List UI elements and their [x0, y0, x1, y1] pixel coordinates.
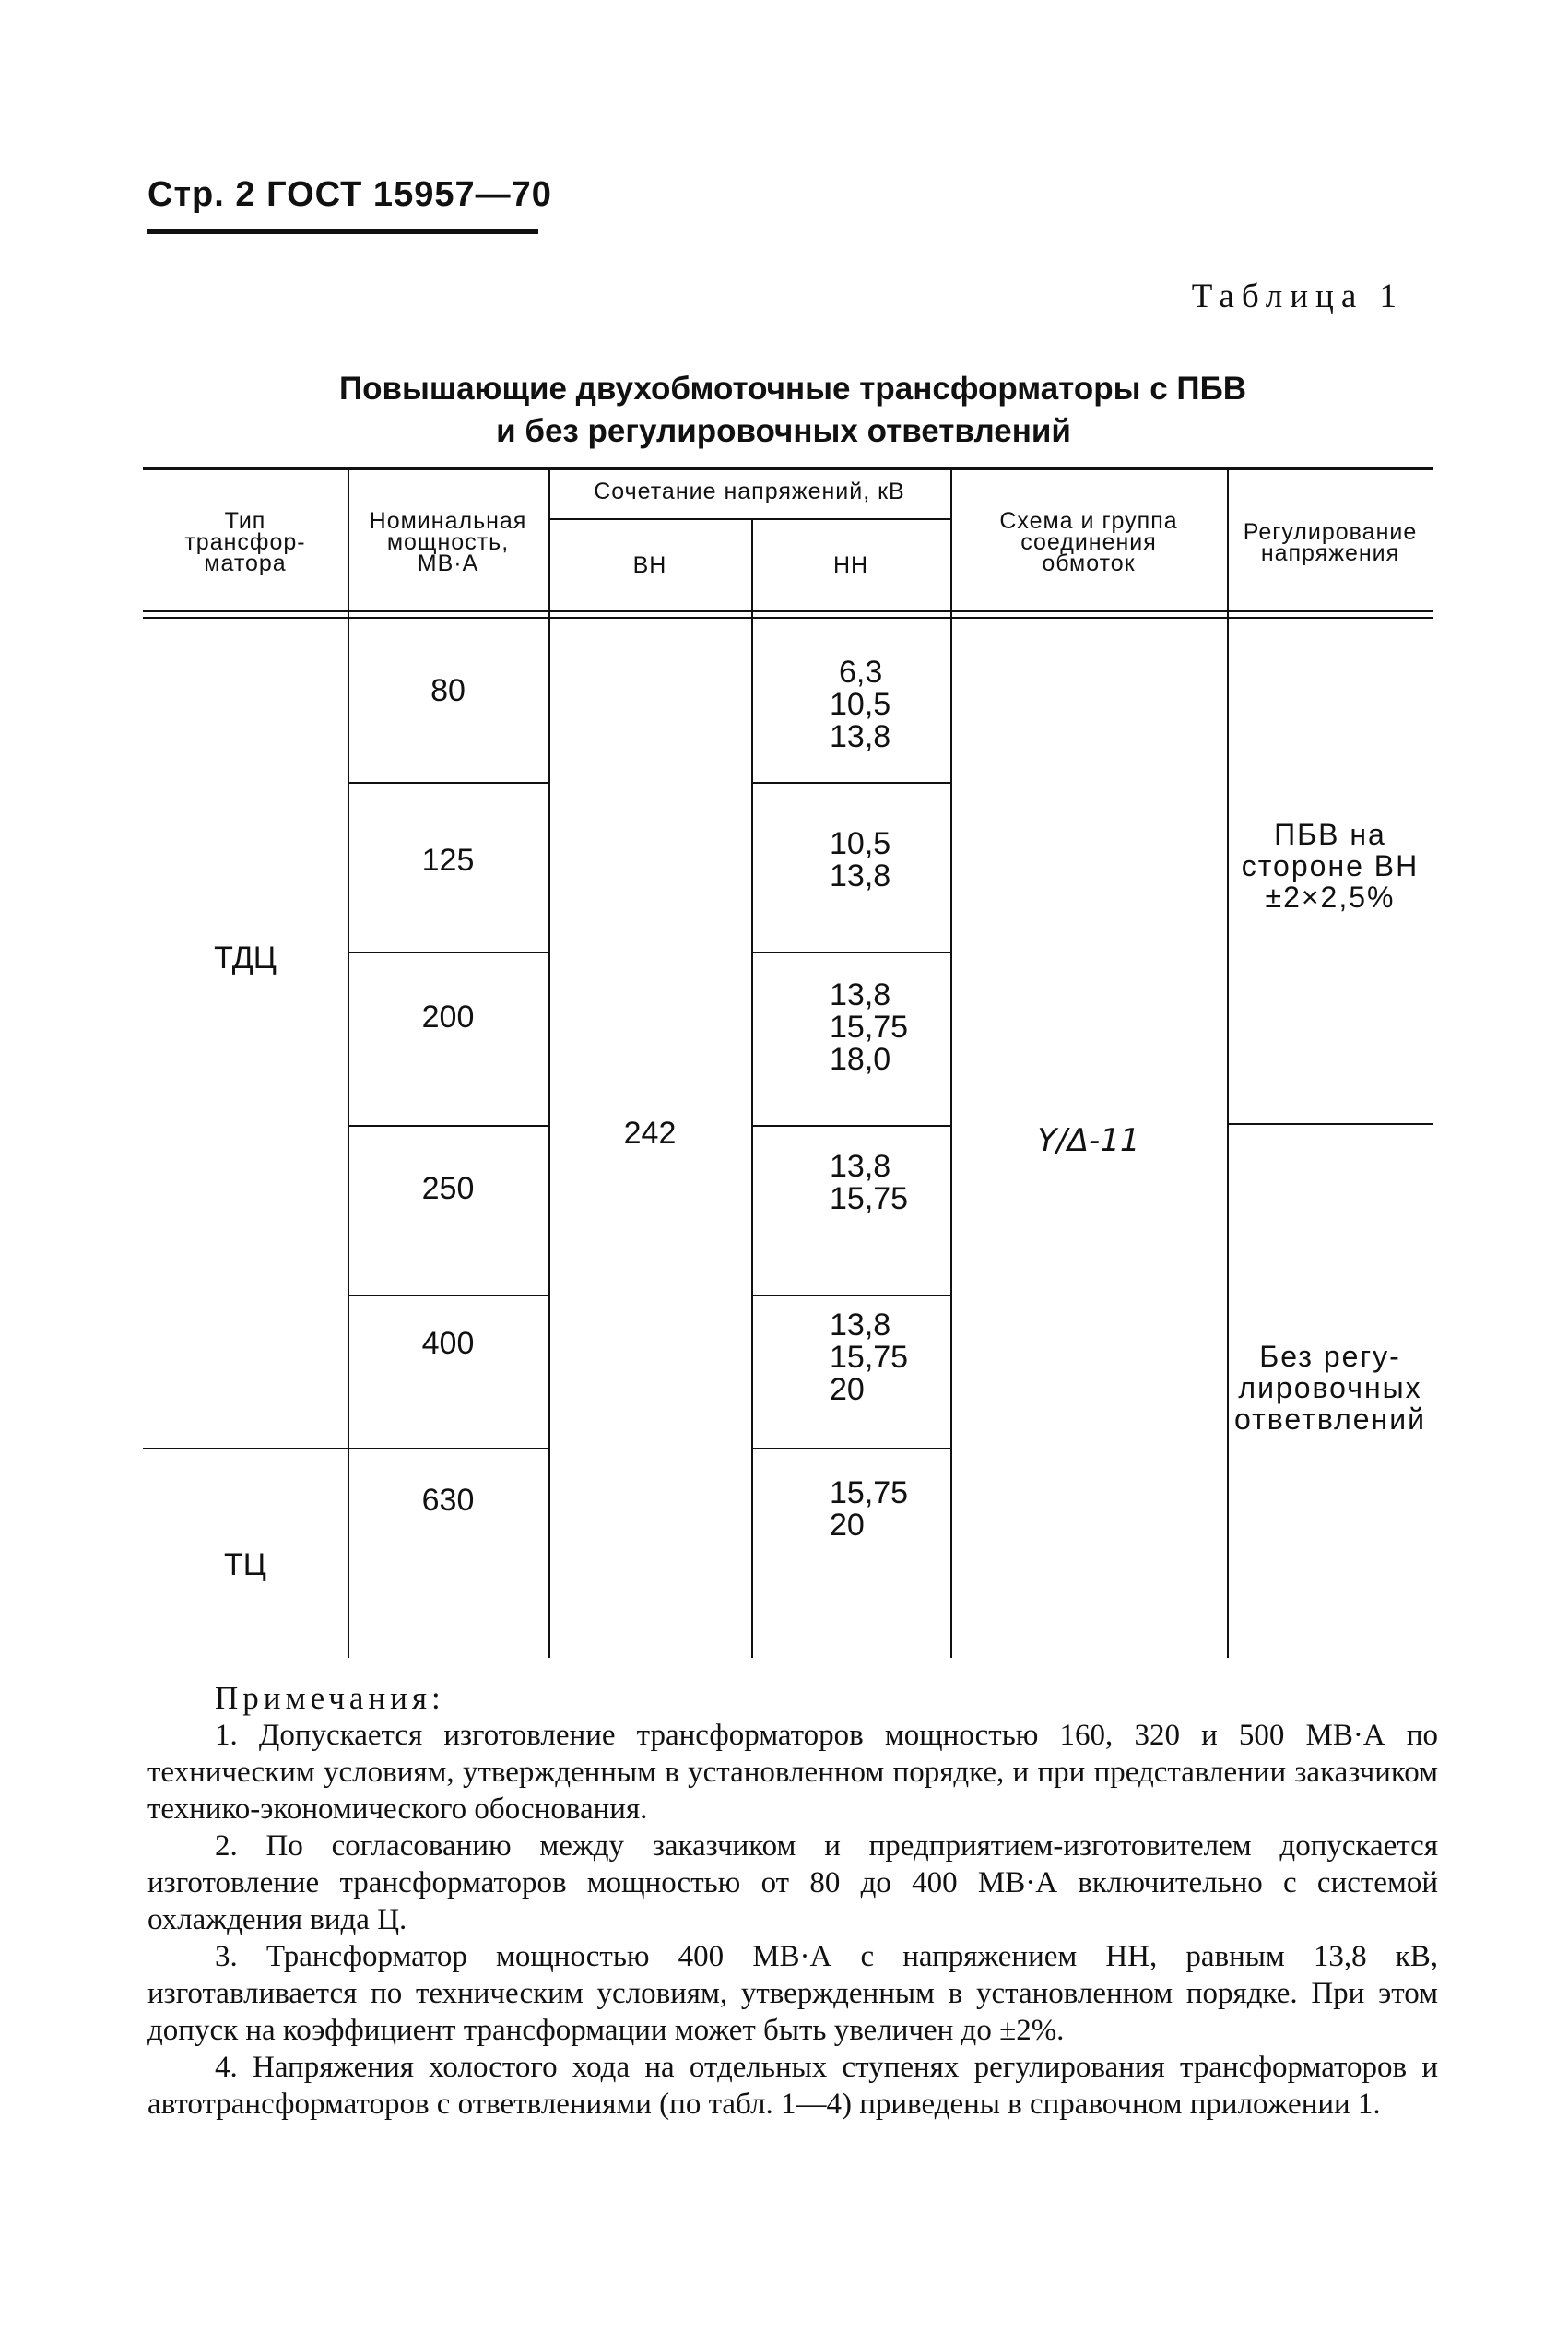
nn-row-630: 15,75 20	[830, 1475, 909, 1543]
col-line-1	[348, 467, 349, 1658]
col-line-4	[950, 467, 952, 1658]
table-top-rule	[143, 467, 1433, 470]
regulation-pbv: ПБВ на стороне ВН ±2×2,5%	[1241, 818, 1420, 914]
header-schema: Схема и группа соединения обмоток	[999, 508, 1178, 576]
vn-value: 242	[623, 1116, 677, 1151]
header-bottom-rule-2	[143, 617, 1433, 619]
header-nn: НН	[832, 552, 869, 578]
page-header: Стр. 2 ГОСТ 15957—70	[147, 175, 552, 214]
row-sep-2-nn	[751, 952, 950, 953]
header-bottom-rule-1	[143, 610, 1433, 612]
row-sep-3	[348, 1125, 548, 1127]
power-200: 200	[421, 1000, 475, 1035]
power-250: 250	[421, 1171, 475, 1206]
header-type: Тип трансфор- матора	[184, 508, 306, 576]
header-rule	[147, 229, 538, 234]
header-regulation: Регулирование напряжения	[1243, 519, 1418, 566]
row-sep-4-nn	[751, 1295, 950, 1296]
data-table	[143, 467, 1433, 1658]
row-sep-1-nn	[751, 782, 950, 784]
regulation-sep	[1227, 1123, 1433, 1125]
row-sep-1	[348, 782, 548, 784]
notes-section	[147, 1680, 1438, 2123]
header-power: Номинальная мощность, МВ·А	[369, 508, 527, 576]
type-tdc: ТДЦ	[214, 941, 277, 976]
row-sep-4	[348, 1295, 548, 1296]
nn-row-250: 13,8 15,75	[830, 1149, 909, 1216]
schema-value: Y/Δ-11	[1037, 1122, 1140, 1159]
col-line-2	[548, 467, 550, 1658]
header-vn: ВН	[632, 552, 667, 578]
note-2: 2. По согласованию между заказчиком и предприятием-изготовителем допускается изготовление трансформаторов мощностью от 80 до 400 МВ·А включительно с системой охлаждения вида Ц.	[147, 1829, 1438, 1936]
voltage-group-rule	[548, 518, 950, 520]
header-voltage-group: Сочетание напряжений, кВ	[594, 479, 905, 504]
type-tc: ТЦ	[224, 1547, 266, 1582]
row-sep-3-nn	[751, 1125, 950, 1127]
power-80: 80	[430, 673, 466, 708]
note-4: 4. Напряжения холостого хода на отдельных ступенях регулирования трансформаторов и автотрансформаторов с ответвлениями (по табл. 1—4) приведены в справочном приложении 1.	[147, 2051, 1438, 2121]
notes-title: Примечания:	[215, 1680, 445, 1716]
regulation-none: Без регу- лировочных ответвлений	[1234, 1340, 1426, 1436]
note-3: 3. Трансформатор мощностью 400 МВ·А с напряжением НН, равным 13,8 кВ, изготавливается по техническим условиям, утвержденным в установленном порядке. При этом допуск на коэффициент трансформации может быть увеличен до ±2%.	[147, 1940, 1438, 2047]
nn-row-400: 13,8 15,75 20	[830, 1307, 909, 1407]
power-400: 400	[421, 1326, 475, 1361]
note-1: 1. Допускается изготовление трансформаторов мощностью 160, 320 и 500 МВ·А по техническим условиям, утвержденным в установленном порядке, и при представлении заказчиком технико-экономического обоснования.	[147, 1719, 1438, 1826]
nn-row-80: 6,3 10,5 13,8	[830, 655, 891, 754]
table-label: Таблица 1	[1191, 278, 1404, 315]
col-line-3	[751, 518, 753, 1658]
row-sep-5-nn	[751, 1448, 950, 1449]
power-630: 630	[421, 1483, 475, 1518]
table-title-line-2: и без регулировочных ответвлений	[496, 413, 1071, 449]
nn-row-125: 10,5 13,8	[830, 826, 891, 893]
col-line-5	[1227, 467, 1229, 1658]
row-sep-2	[348, 952, 548, 953]
table-title-line-1: Повышающие двухобмоточные трансформаторы с ПБВ	[338, 371, 1247, 407]
power-125: 125	[421, 843, 475, 878]
nn-row-200: 13,8 15,75 18,0	[830, 977, 909, 1077]
row-sep-5	[143, 1448, 548, 1449]
